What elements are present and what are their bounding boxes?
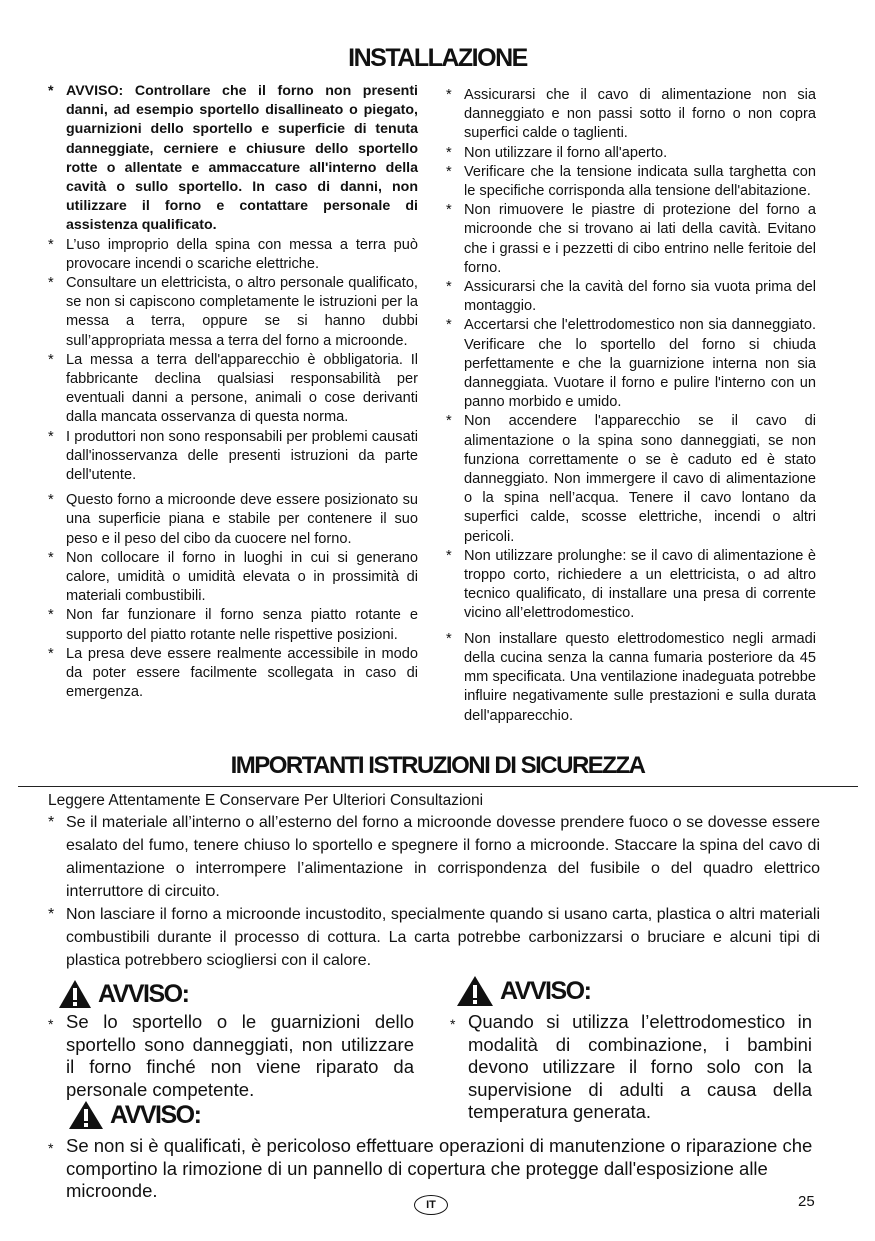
bullet-star: * xyxy=(48,906,55,923)
list-item xyxy=(48,351,418,428)
bullet-star: * xyxy=(48,83,54,99)
item-text: Non utilizzare prolunghe: se il cavo di alimentazione è troppo corto, richiedere a un elettricista, o ad altro tecnico qualificato, di installare una presa di corrente vicino all’elettrodomestico. xyxy=(464,547,816,622)
list-item xyxy=(48,428,418,486)
list-item xyxy=(446,86,816,144)
warning-text: * Se non si è qualificati, è pericoloso effettuare operazioni di manutenzione o riparazione che comportino la rimozione di un pannello di copertura che protegge dall'esposizione alle microonde. xyxy=(48,1135,813,1201)
warning-label: AVVISO: xyxy=(500,976,591,1005)
left-column xyxy=(48,82,418,703)
item-text: Non far funzionare il forno senza piatto rotante e supporto del piatto rotante nelle rispettive posizioni. xyxy=(66,607,418,643)
list-item xyxy=(48,491,418,549)
item-text: La presa deve essere realmente accessibile in modo da poter essere facilmente scollegata in caso di emergenza. xyxy=(66,645,418,701)
list-item xyxy=(446,412,816,546)
item-text: Verificare che la tensione indicata sulla targhetta con le specifiche corrisponda alla tensione dell'abitazione. xyxy=(464,163,816,200)
warning-triangle-icon xyxy=(58,979,92,1009)
item-text: Se il materiale all’interno o all’esterno del forno a microonde dovesse prendere fuoco o se dovesse essere esalato del fumo, tenere chiuso lo sportello e spegnere il forno a microonde. Staccare la spina del cavo di alimentazione o interrompere l’alimentazione in corrispondenza del fusibile o del quadro elettrico interruttore di circuito. xyxy=(66,814,820,900)
warning-heading xyxy=(456,975,590,1007)
bullet-star: * xyxy=(48,549,54,566)
safety-section xyxy=(48,791,820,972)
page-number: 25 xyxy=(798,1193,815,1210)
language-badge: IT xyxy=(414,1195,448,1215)
list-item xyxy=(446,163,816,201)
bullet-star: * xyxy=(48,275,54,292)
safety-intro: Leggere Attentamente E Conservare Per Ulteriori Consultazioni xyxy=(48,792,484,809)
bullet-star: * xyxy=(446,630,452,647)
warning-heading xyxy=(68,1100,200,1130)
list-item xyxy=(48,645,418,703)
item-text: Accertarsi che l'elettrodomestico non sia danneggiato. Verificare che lo sportello del forno si chiuda perfettamente e che la guarnizione interna non sia danneggiata. Vuotare il forno e pulire l'interno con un panno morbido e umido. xyxy=(464,317,816,411)
warning-label: AVVISO: xyxy=(98,979,189,1008)
item-text: Non utilizzare il forno all'aperto. xyxy=(464,144,668,161)
item-text: Non rimuovere le piastre di protezione del forno a microonde che si trovano ai lati della cavità. Evitano che i grassi e i pezzetti di cibo entrino nelle feritoie del forno. xyxy=(464,202,816,276)
divider xyxy=(18,786,858,787)
warning-3 xyxy=(48,1135,818,1203)
item-text: L’uso improprio della spina con messa a terra può provocare incendi o scariche elettriche. xyxy=(66,236,418,272)
bullet-star: * xyxy=(446,317,452,334)
safety-list xyxy=(48,811,820,972)
item-text: AVVISO: Controllare che il forno non presenti danni, ad esempio sportello disallineato o piegato, guarnizioni dello sportello e superficie di tenuta danneggiate, cerniere e chiusure dello sportello rotte o allentate e ammaccature all'interno della cavità o sullo sportello. In caso di danni, non utilizzare il forno e contattare personale di assistenza qualificato. xyxy=(66,83,418,234)
warning-text: * Se lo sportello o le guarnizioni dello sportello sono danneggiati, non utilizzare il forno finché non viene riparato da personale competente. xyxy=(48,1011,414,1100)
bullet-star: * xyxy=(48,607,54,624)
item-text: Assicurarsi che il cavo di alimentazione non sia danneggiato e non passi sotto il forno o non copra superfici calde o taglienti. xyxy=(464,87,816,142)
list-item xyxy=(48,811,820,903)
list-item xyxy=(446,201,816,278)
bullet-star: * xyxy=(446,413,452,430)
bullet-star: * xyxy=(48,236,54,253)
warning-2 xyxy=(450,1011,812,1124)
item-text: Non accendere l'apparecchio se il cavo di alimentazione o la spina sono danneggiati, se non funziona correttamente o se è caduto ed è stato danneggiato. Non immergere il cavo di alimentazione o la spina nell’acqua. Tenere il cavo lontano da superfici calde, scosse elettriche, incendi o altri pericoli. xyxy=(464,413,816,545)
bullet-star: * xyxy=(48,1016,54,1032)
bullet-star: * xyxy=(450,1016,456,1032)
bullet-star: * xyxy=(48,645,54,662)
item-text: Non collocare il forno in luoghi in cui si generano calore, umidità o umidità elevata o in prossimità di materiali combustibili. xyxy=(66,549,418,605)
warning-label: AVVISO: xyxy=(110,1100,201,1129)
item-text: Non lasciare il forno a microonde incustodito, specialmente quando si usano carta, plastica o altri materiali combustibili durante il processo di cottura. La carta potrebbe carbonizzarsi o bruciare e alcuni tipi di plastica potrebbero sciogliersi con il calore. xyxy=(66,906,820,969)
bullet-star: * xyxy=(446,87,452,103)
list-item xyxy=(446,278,816,316)
bullet-star: * xyxy=(446,202,452,219)
list-item xyxy=(446,144,816,163)
page-title: INSTALLAZIONE xyxy=(348,44,527,72)
item-text: Questo forno a microonde deve essere posizionato su una superficie piana e stabile per contenere il suo peso e il peso del cibo da cuocere nel forno. xyxy=(66,492,418,547)
item-text: Consultare un elettricista, o altro personale qualificato, se non si capiscono completamente le istruzioni per la messa a terra, oppure se si hanno dubbi sull’appropriata messa a terra del forno a microonde. xyxy=(66,275,418,349)
warning-1 xyxy=(48,1011,414,1101)
list-item xyxy=(48,236,418,274)
bullet-star: * xyxy=(446,163,452,180)
item-text: I produttori non sono responsabili per problemi causati dall'inosservanza delle presenti istruzioni da parte dell'utente. xyxy=(66,428,418,484)
safety-title: IMPORTANTI ISTRUZIONI DI SICUREZZA xyxy=(230,752,645,779)
bullet-star: * xyxy=(48,428,54,445)
item-text: La messa a terra dell'apparecchio è obbligatoria. Il fabbricante declina qualsiasi responsabilità per eventuali danni a persone, animali o cose derivanti dalla mancata osservanza di questa norma. xyxy=(66,351,418,426)
list-item xyxy=(48,549,418,607)
right-column xyxy=(446,86,816,726)
warning-text: * Quando si utilizza l’elettrodomestico in modalità di combinazione, i bambini devono utilizzare il forno solo con la supervisione di adulti a causa della temperatura generata. xyxy=(450,1011,812,1122)
bullet-star: * xyxy=(48,351,54,368)
list-item xyxy=(48,606,418,644)
bullet-star: * xyxy=(446,144,452,161)
warning-triangle-icon xyxy=(456,975,494,1007)
bullet-star: * xyxy=(48,814,55,831)
bullet-star: * xyxy=(48,1140,54,1156)
item-text: Non installare questo elettrodomestico negli armadi della cucina senza la canna fumaria posteriore da 45 mm specificata. Una ventilazione inadeguata potrebbe influire negativamente sulle prestazioni e sulla durata dell'apparecchio. xyxy=(464,630,816,724)
bullet-star: * xyxy=(446,547,452,564)
list-item xyxy=(48,903,820,972)
bullet-star: * xyxy=(446,279,452,296)
list-item xyxy=(48,82,418,236)
list-item xyxy=(48,274,418,351)
warning-triangle-icon xyxy=(68,1100,104,1130)
list-item xyxy=(446,316,816,412)
list-item xyxy=(446,547,816,624)
warning-heading xyxy=(58,979,188,1009)
list-item xyxy=(446,630,816,726)
item-text: Assicurarsi che la cavità del forno sia vuota prima del montaggio. xyxy=(464,279,816,315)
bullet-star: * xyxy=(48,492,54,509)
